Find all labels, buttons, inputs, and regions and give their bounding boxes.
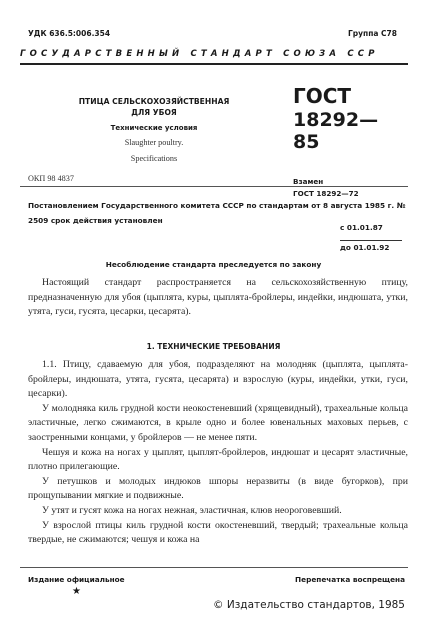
title-line-2: ДЛЯ УБОЯ bbox=[131, 108, 177, 117]
gost-number: 18292—85 bbox=[293, 109, 379, 153]
section-title: 1. ТЕХНИЧЕСКИЕ ТРЕБОВАНИЯ bbox=[146, 342, 281, 351]
replace-value: ГОСТ 18292—72 bbox=[293, 189, 359, 198]
replace-label: Взамен bbox=[293, 177, 324, 186]
paragraph: У взрослой птицы киль грудной кости окостеневший, твердый; трахеальные кольца твердые, не сжимаются; чешуя и кожа на bbox=[28, 519, 408, 546]
legal-warning: Несоблюдение стандарта преследуется по закону bbox=[105, 260, 322, 269]
standard-title: ГОСУДАРСТВЕННЫЙ СТАНДАРТ СОЮЗА ССР bbox=[20, 49, 379, 59]
paragraph: У петушков и молодых индюков шпоры неразвиты (в виде бугорков), при прощупывании мягкие и подвижные. bbox=[28, 475, 408, 502]
paragraph: У утят и гусят кожа на ногах нежная, эластичная, клюв неороговевший. bbox=[42, 504, 342, 516]
okp-rule bbox=[20, 186, 408, 187]
section-body bbox=[28, 358, 408, 548]
gost-label: ГОСТ bbox=[293, 84, 352, 108]
date-from: с 01.01.87 bbox=[340, 223, 383, 232]
intro-paragraph: Настоящий стандарт распространяется на сельскохозяйственную птицу, предназначенную для убоя (цыплята, куры, цыплята-бройлеры, индейки, индюшата, утки, утята, гуси, гусята, цесарки, цесарята). bbox=[28, 277, 408, 318]
title-block bbox=[60, 96, 248, 164]
reprint-notice: Перепечатка воспрещена bbox=[295, 575, 405, 584]
subtitle: Технические условия bbox=[110, 124, 198, 132]
decree-text: Постановлением Государственного комитета СССР по стандартам от 8 августа 1985 г. № 2509 срок действия установлен bbox=[28, 201, 406, 225]
official-edition: Издание официальное bbox=[28, 575, 125, 584]
date-to: до 01.01.92 bbox=[340, 240, 402, 253]
paragraph: У молодняка киль грудной кости неокостеневший (хрящевидный), трахеальные кольца эластичные, легко сжимаются, в крыле одно и более ювенальных маховых перьев, с заостренными концами, у бройлеров — не менее пяти. bbox=[28, 402, 408, 443]
footer-rule bbox=[20, 567, 408, 568]
copyright: © Издательство стандартов, 1985 bbox=[213, 599, 405, 611]
title-line-1: ПТИЦА СЕЛЬСКОХОЗЯЙСТВЕННАЯ bbox=[78, 97, 230, 106]
udk-code: УДК 636.5:006.354 bbox=[28, 29, 111, 38]
validity-dates bbox=[340, 218, 410, 253]
gost-block bbox=[293, 85, 403, 198]
okp-code: ОКП 98 4837 bbox=[28, 174, 74, 183]
english-title-2: Specifications bbox=[130, 154, 178, 163]
english-title-1: Slaughter poultry. bbox=[124, 138, 184, 147]
paragraph: Чешуя и кожа на ногах у цыплят, цыплят-бройлеров, индюшат и цесарят эластичные, плотно прилегающие. bbox=[28, 446, 408, 473]
star-icon: ★ bbox=[72, 586, 81, 597]
paragraph: 1.1. Птицу, сдаваемую для убоя, подразделяют на молодняк (цыплята, цыплята-бройлеры, индюшата, утята, гусята, цесарята) и взрослую (куры, индейки, утки, гуси, цесарки). bbox=[28, 359, 408, 400]
group-code: Группа С78 bbox=[347, 29, 397, 38]
header-rule bbox=[20, 63, 408, 65]
